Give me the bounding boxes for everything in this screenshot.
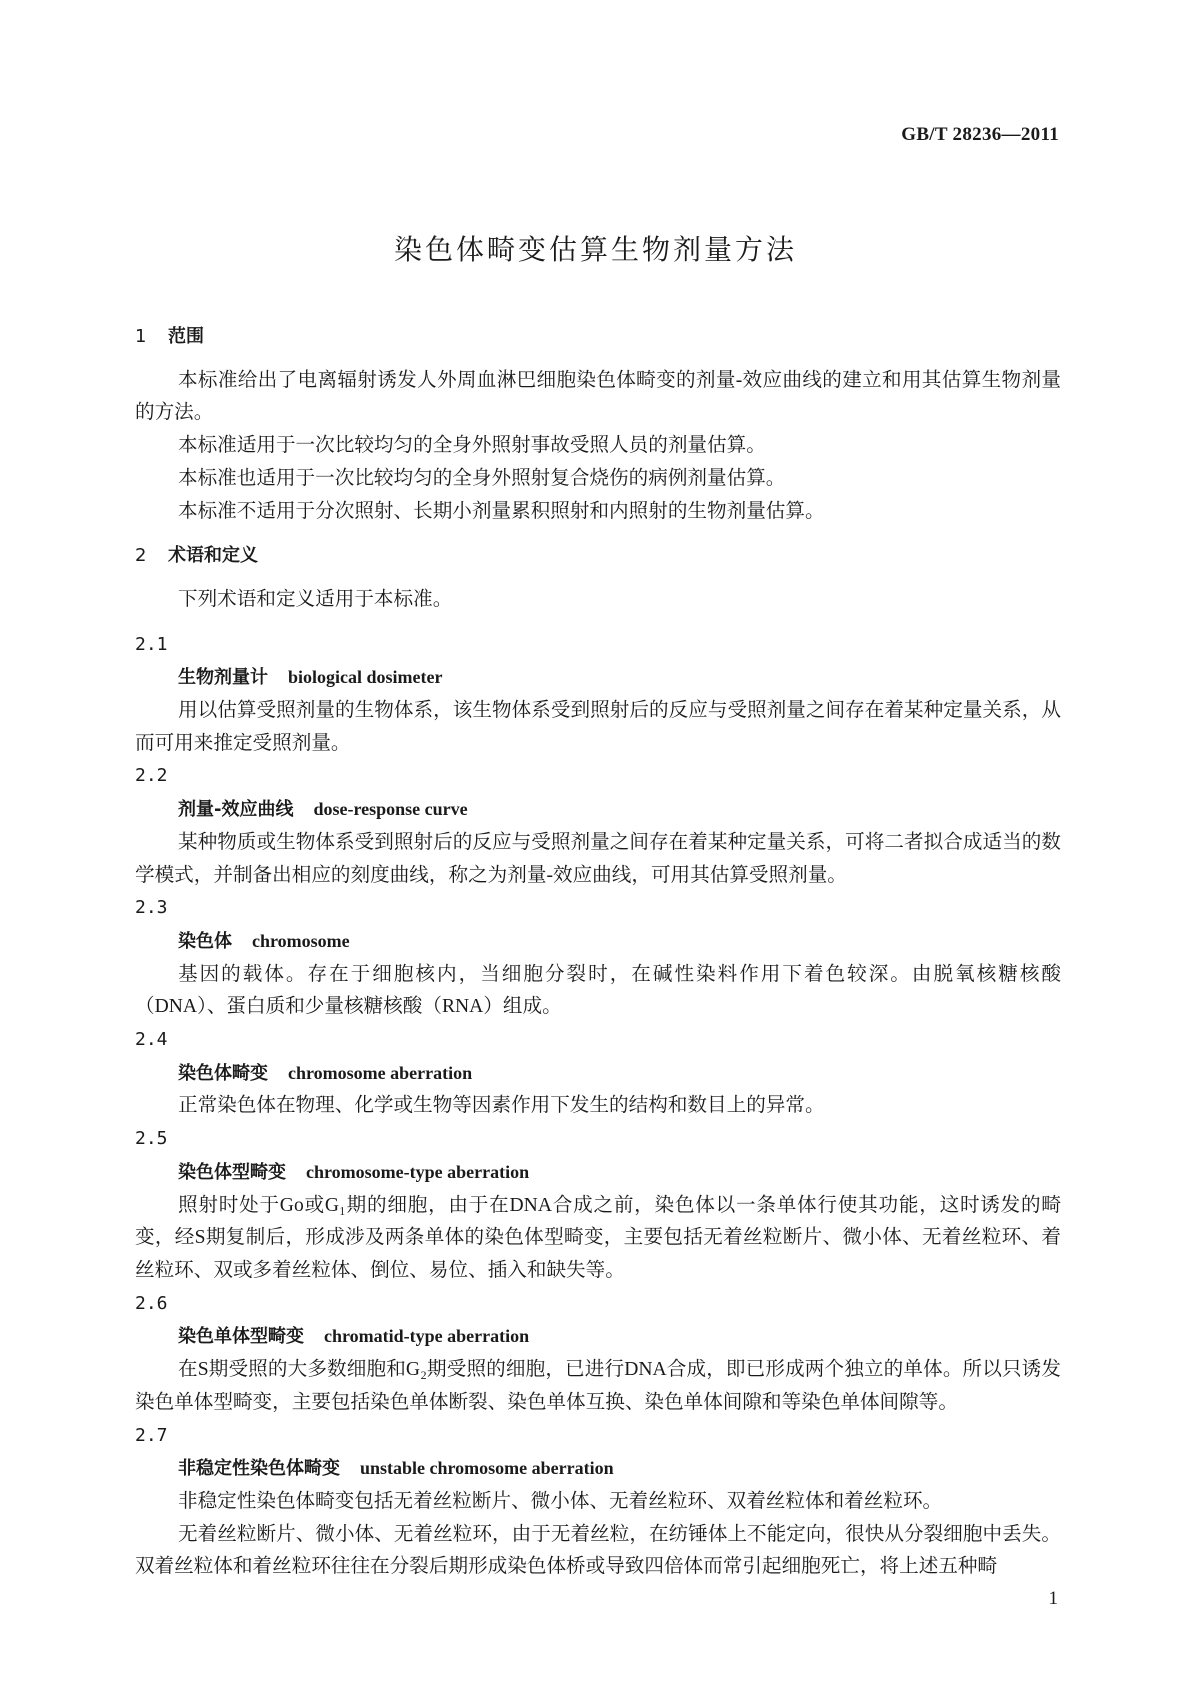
term-heading [135,1320,1061,1354]
section-2 [135,540,1061,616]
term-entry-2.4 [135,1024,1061,1123]
term-definition: 在S期受照的大多数细胞和G₂期受照的细胞，已进行DNA合成，即已形成两个独立的单体。所以只诱发染色单体型畸变，主要包括染色单体断裂、染色单体互换、染色单体间隙和等染色单体间隙等。 [135,1359,1061,1413]
term-definition: 用以估算受照剂量的生物体系，该生物体系受到照射后的反应与受照剂量之间存在着某种定量关系，从而可用来推定受照剂量。 [135,700,1061,754]
paragraph: 本标准也适用于一次比较均匀的全身外照射复合烧伤的病例剂量估算。 [178,467,786,489]
term-heading [135,1452,1061,1486]
term-number: 2.6 [135,1292,168,1314]
section-heading [135,321,1061,354]
term-english: unstable chromosome aberration [360,1458,614,1479]
term-number: 2.2 [135,765,168,787]
term-chinese: 染色体 [178,930,232,952]
term-heading [135,1057,1061,1091]
section-title: 术语和定义 [168,545,258,567]
term-chinese: 染色体型畸变 [178,1161,286,1183]
section-1 [135,321,1061,528]
section-heading [135,540,1061,573]
term-english: chromosome aberration [288,1062,473,1083]
term-number: 2.3 [135,897,168,919]
term-heading [135,925,1061,959]
standard-number: GB/T 28236—2011 [901,124,1059,145]
paragraph: 下列术语和定义适用于本标准。 [178,588,453,610]
term-number: 2.4 [135,1029,168,1051]
term-number: 2.1 [135,633,168,655]
document-body [135,321,1061,1584]
term-entry-2.5 [135,1123,1061,1288]
term-definition: 基因的载体。存在于细胞核内，当细胞分裂时，在碱性染料作用下着色较深。由脱氧核糖核酸（DNA）、蛋白质和少量核糖核酸（RNA）组成。 [135,963,1061,1018]
section-number: 2 [135,545,147,567]
term-heading [135,793,1061,827]
term-definition: 某种物质或生物体系受到照射后的反应与受照剂量之间存在着某种定量关系，可将二者拟合成适当的数学模式，并制备出相应的刻度曲线，称之为剂量-效应曲线，可用其估算受照剂量。 [135,831,1061,886]
term-chinese: 生物剂量计 [178,667,268,689]
paragraph: 本标准给出了电离辐射诱发人外周血淋巴细胞染色体畸变的剂量-效应曲线的建立和用其估算生物剂量的方法。 [135,369,1061,424]
term-chinese: 剂量-效应曲线 [178,799,294,821]
term-english: chromosome-type aberration [306,1161,530,1182]
term-heading [135,661,1061,695]
term-number: 2.7 [135,1424,168,1446]
section-number: 1 [135,326,147,347]
term-english: chromatid-type aberration [324,1326,530,1347]
term-english: dose-response curve [313,799,468,820]
term-entry-2.7 [135,1420,1061,1585]
document-title: 染色体畸变估算生物剂量方法 [393,233,797,266]
term-definition: 照射时处于Go或G₁期的细胞，由于在DNA合成之前，染色体以一条单体行使其功能，这时诱发的畸变，经S期复制后，形成涉及两条单体的染色体型畸变，主要包括无着丝粒断片、微小体、无着丝粒环、着丝粒环、双或多着丝粒体、倒位、易位、插入和缺失等。 [135,1194,1061,1281]
term-heading [135,1156,1061,1190]
term-chinese: 非稳定性染色体畸变 [178,1458,340,1480]
page-number: 1 [1048,1588,1058,1609]
term-entry-2.3 [135,892,1061,1024]
term-chinese: 染色单体型畸变 [178,1326,304,1348]
term-definition: 无着丝粒断片、微小体、无着丝粒环，由于无着丝粒，在纺锤体上不能定向，很快从分裂细胞中丢失。双着丝粒体和着丝粒环往往在分裂后期形成染色体桥或导致四倍体而常引起细胞死亡，将上述五种畸 [135,1523,1061,1578]
term-english: biological dosimeter [288,667,443,688]
term-definition: 非稳定性染色体畸变包括无着丝粒断片、微小体、无着丝粒环、双着丝粒体和着丝粒环。 [178,1490,943,1512]
term-english: chromosome [252,930,350,951]
section-title: 范围 [168,326,204,347]
term-entry-2.2 [135,760,1061,892]
term-entry-2.1 [135,629,1061,761]
term-definition: 正常染色体在物理、化学或生物等因素作用下发生的结构和数目上的异常。 [178,1095,825,1117]
term-entry-2.6 [135,1288,1061,1420]
paragraph: 本标准适用于一次比较均匀的全身外照射事故受照人员的剂量估算。 [178,435,766,457]
paragraph: 本标准不适用于分次照射、长期小剂量累积照射和内照射的生物剂量估算。 [178,500,825,522]
term-number: 2.5 [135,1128,168,1150]
term-chinese: 染色体畸变 [178,1062,268,1084]
